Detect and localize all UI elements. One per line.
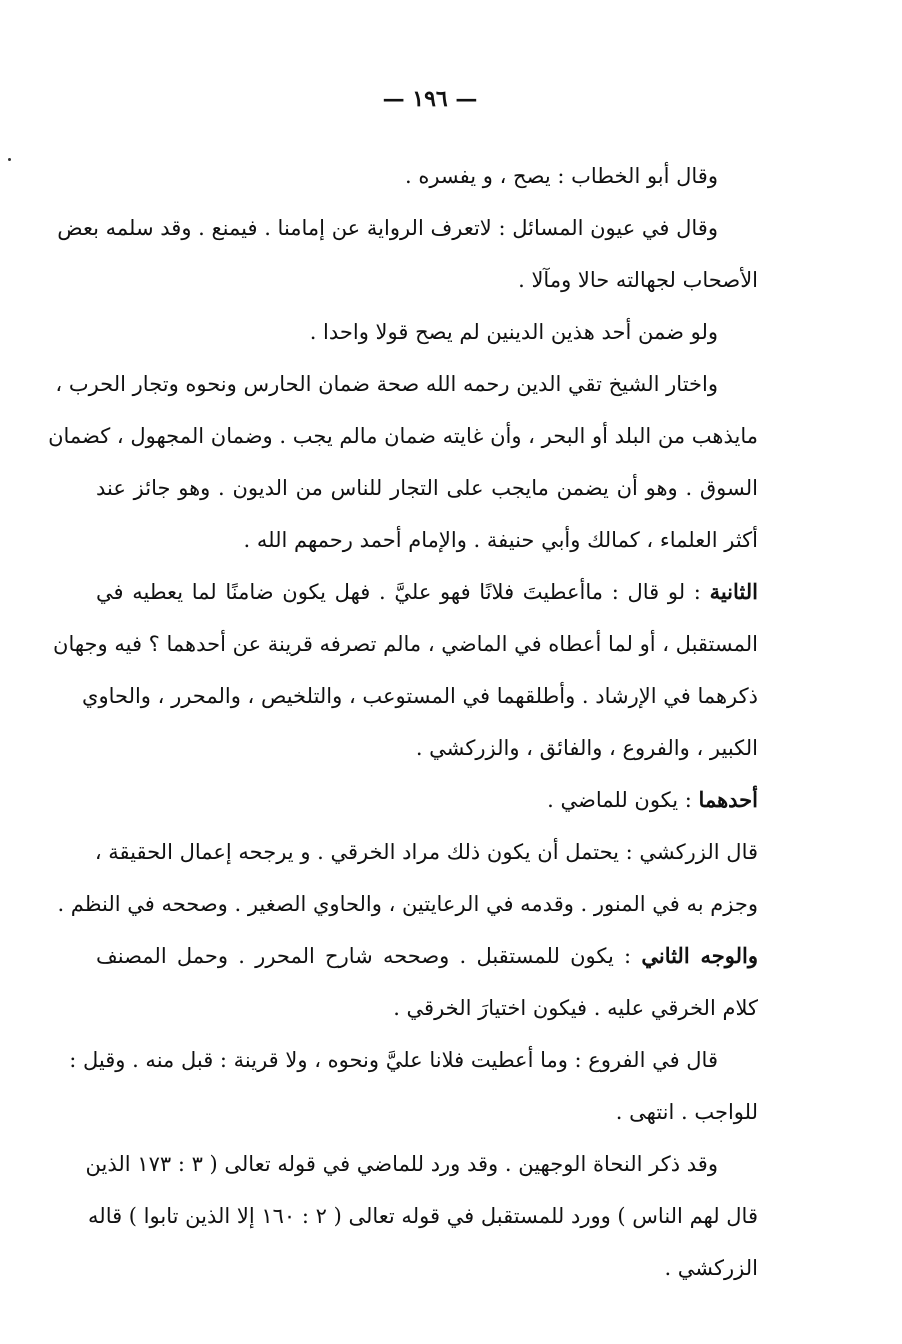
section-lead: أحدهما: [698, 787, 758, 812]
section-lead: الثانية: [709, 579, 758, 604]
paper-speck: [8, 158, 11, 161]
text-line: قال في الفروع : وما أعطيت فلانا عليَّ ونحوه ، ولا قرينة : قبل منه . وقيل :: [69, 1048, 718, 1072]
text-line: قال الزركشي : يحتمل أن يكون ذلك مراد الخرقي . و يرجحه إعمال الحقيقة ،: [94, 840, 758, 864]
page-number: — ١٩٦ —: [382, 86, 478, 112]
text-line: للواجب . انتهى .: [615, 1100, 758, 1124]
text-line: والوجه الثاني : يكون للمستقبل . وصححه شارح المحرر . وحمل المصنف: [96, 943, 758, 968]
text-line: ذكرهما في الإرشاد . وأطلقهما في المستوعب ، والتلخيص ، والمحرر ، والحاوي: [82, 684, 758, 708]
text-line: وقال أبو الخطاب : يصح ، و يفسره .: [404, 164, 718, 188]
text-line: أكثر العلماء ، كمالك وأبي حنيفة . والإمام أحمد رحمهم الله .: [243, 528, 758, 552]
text-line: مايذهب من البلد أو البحر ، وأن غايته ضمان مالم يجب . وضمان المجهول ، كضمان: [48, 424, 758, 448]
text-line: الكبير ، والفروع ، والفائق ، والزركشي .: [415, 736, 758, 760]
text-line: الثانية : لو قال : ماأعطيتَ فلانًا فهو عليَّ . فهل يكون ضامنًا لما يعطيه في: [96, 579, 758, 604]
text-line: وجزم به في المنور . وقدمه في الرعايتين ، والحاوي الصغير . وصححه في النظم .: [57, 892, 758, 916]
text-line: الأصحاب لجهالته حالا ومآلا .: [518, 268, 758, 292]
section-lead: والوجه الثاني: [641, 943, 758, 968]
text-line: واختار الشيخ تقي الدين رحمه الله صحة ضمان الحارس ونحوه وتجار الحرب ،: [55, 372, 718, 396]
text-line: كلام الخرقي عليه . فيكون اختيارَ الخرقي .: [393, 996, 758, 1020]
page-text: [48, 150, 758, 1294]
text-line: ولو ضمن أحد هذين الدينين لم يصح قولا واحدا .: [309, 320, 718, 344]
text-line: الزركشي .: [664, 1256, 758, 1280]
text-line: السوق . وهو أن يضمن مايجب على التجار للناس من الديون . وهو جائز عند: [96, 476, 758, 500]
text-line: المستقبل ، أو لما أعطاه في الماضي ، مالم تصرفه قرينة عن أحدهما ؟ فيه وجهان: [53, 632, 758, 656]
text-line: وقال في عيون المسائل : لاتعرف الرواية عن إمامنا . فيمنع . وقد سلمه بعض: [57, 216, 718, 240]
text-line: وقد ذكر النحاة الوجهين . وقد ورد للماضي في قوله تعالى ( ٣ : ١٧٣ الذين: [85, 1152, 718, 1176]
text-line: قال لهم الناس ) وورد للمستقبل في قوله تعالى ( ٢ : ١٦٠ إلا الذين تابوا ) قاله: [88, 1204, 758, 1228]
text-line: أحدهما : يكون للماضي .: [547, 787, 758, 812]
